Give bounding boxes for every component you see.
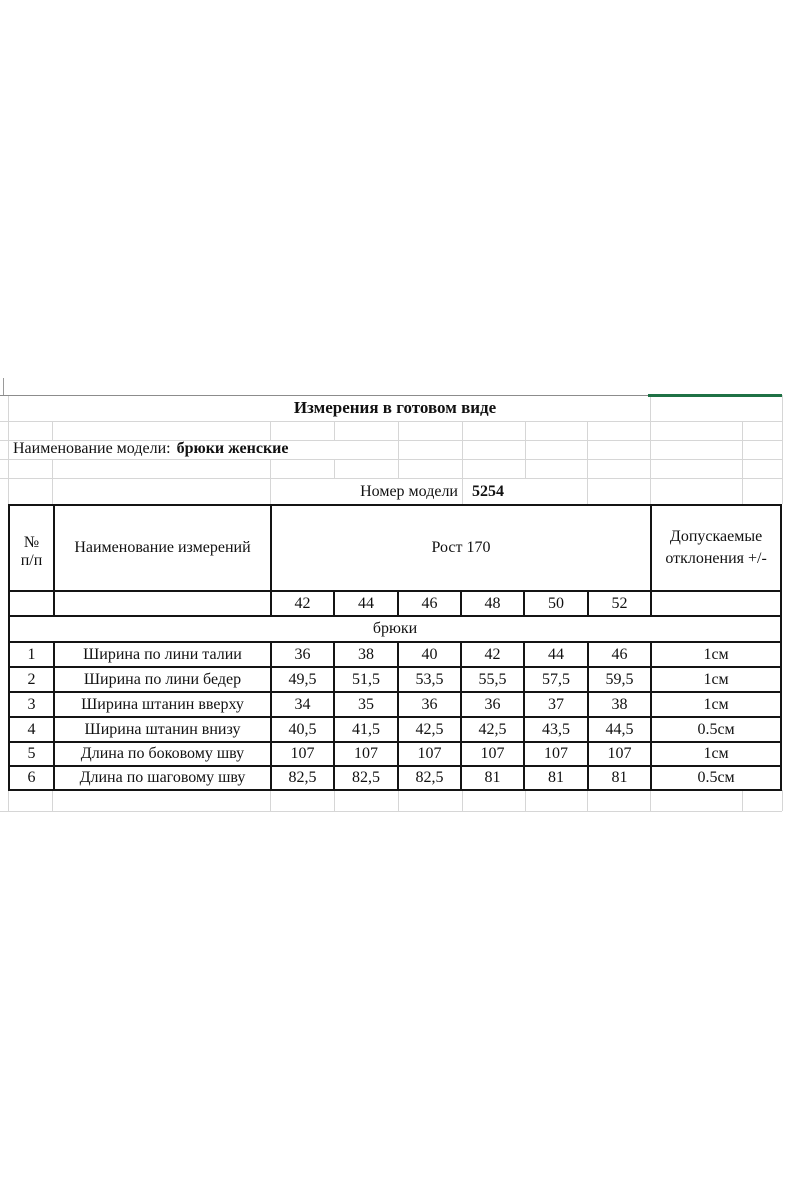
value-cell[interactable]: 53,5 <box>398 667 461 692</box>
size-row-empty-cell[interactable] <box>54 591 271 616</box>
gridline <box>52 459 53 478</box>
gridline <box>587 790 588 811</box>
size-row-empty-cell[interactable] <box>9 591 54 616</box>
row-number-cell[interactable]: 5 <box>9 742 54 766</box>
gridline <box>8 421 9 440</box>
gridline <box>782 459 783 478</box>
value-cell[interactable]: 44,5 <box>588 717 651 742</box>
tolerance-header-line1: Допускаемые <box>669 528 763 545</box>
model-name-label: Наименование модели: <box>13 440 171 457</box>
header-cell-tolerance[interactable] <box>651 505 781 591</box>
size-cell[interactable]: 48 <box>461 591 524 616</box>
tolerance-cell[interactable]: 1см <box>651 692 781 717</box>
gridline <box>742 421 743 440</box>
gridline <box>462 421 463 440</box>
measurement-name-cell[interactable]: Ширина по лини бедер <box>54 667 271 692</box>
measurements-table <box>8 504 782 791</box>
gridline <box>8 478 9 504</box>
gridline <box>587 478 588 504</box>
measurement-name-cell[interactable]: Длина по боковому шву <box>54 742 271 766</box>
gridline <box>0 811 782 812</box>
gridline <box>52 421 53 440</box>
value-cell[interactable]: 37 <box>524 692 588 717</box>
gridline <box>52 478 53 504</box>
value-cell[interactable]: 40 <box>398 642 461 667</box>
value-cell[interactable]: 42,5 <box>461 717 524 742</box>
value-cell[interactable]: 82,5 <box>398 766 461 790</box>
section-cell[interactable]: брюки <box>9 616 781 642</box>
gridline <box>398 459 399 478</box>
gridline <box>525 790 526 811</box>
size-cell[interactable]: 52 <box>588 591 651 616</box>
value-cell[interactable]: 107 <box>461 742 524 766</box>
measurement-name-cell[interactable]: Ширина штанин вверху <box>54 692 271 717</box>
tolerance-cell[interactable]: 1см <box>651 742 781 766</box>
row-number-cell[interactable]: 3 <box>9 692 54 717</box>
tolerance-cell[interactable]: 1см <box>651 667 781 692</box>
gridline <box>782 440 783 459</box>
row-number-cell[interactable]: 1 <box>9 642 54 667</box>
gridline <box>398 790 399 811</box>
value-cell[interactable]: 81 <box>588 766 651 790</box>
table-row <box>9 642 781 667</box>
gridline <box>650 790 651 811</box>
gridline <box>782 478 783 504</box>
header-no-symbol: № <box>23 534 40 551</box>
gridline <box>587 459 588 478</box>
gridline <box>462 459 463 478</box>
table-header-row <box>9 505 781 591</box>
gridline <box>334 790 335 811</box>
gridline <box>334 459 335 478</box>
value-cell[interactable]: 107 <box>271 742 334 766</box>
value-cell[interactable]: 51,5 <box>334 667 398 692</box>
table-row <box>9 717 781 742</box>
model-name-value: брюки женские <box>176 440 289 457</box>
size-row-empty-cell[interactable] <box>651 591 781 616</box>
model-number-value-cell[interactable]: 5254 <box>472 483 504 500</box>
gridline <box>52 790 53 811</box>
header-cell-measurement-name[interactable]: Наименование измерений <box>54 505 271 591</box>
gridline <box>0 421 782 422</box>
tolerance-cell[interactable]: 1см <box>651 642 781 667</box>
gridline <box>270 790 271 811</box>
value-cell[interactable]: 41,5 <box>334 717 398 742</box>
gridline <box>782 790 783 811</box>
value-cell[interactable]: 40,5 <box>271 717 334 742</box>
value-cell[interactable]: 107 <box>588 742 651 766</box>
measurement-name-cell[interactable]: Длина по шаговому шву <box>54 766 271 790</box>
header-cell-number[interactable] <box>9 505 54 591</box>
value-cell[interactable]: 36 <box>461 692 524 717</box>
model-number-label-cell[interactable]: Номер модели <box>360 483 458 500</box>
tolerance-cell[interactable]: 0.5см <box>651 717 781 742</box>
header-no-sub: п/п <box>20 552 43 569</box>
value-cell[interactable]: 55,5 <box>461 667 524 692</box>
sheet-title-cell[interactable]: Измерения в готовом виде <box>293 398 497 417</box>
gridline <box>270 459 271 478</box>
table-sizes-row <box>9 591 781 616</box>
measurement-name-cell[interactable]: Ширина штанин внизу <box>54 717 271 742</box>
gridline <box>8 440 9 459</box>
tolerance-header-line2: отклонения +/- <box>665 550 767 567</box>
gridline <box>742 478 743 504</box>
value-cell[interactable]: 42 <box>461 642 524 667</box>
gridline <box>398 421 399 440</box>
value-cell[interactable]: 43,5 <box>524 717 588 742</box>
gridline <box>462 478 463 504</box>
measurement-name-cell[interactable]: Ширина по лини талии <box>54 642 271 667</box>
table-row <box>9 667 781 692</box>
gridline <box>650 478 651 504</box>
gridline <box>525 459 526 478</box>
gridline <box>270 421 271 440</box>
gridline <box>462 790 463 811</box>
row-number-cell[interactable]: 4 <box>9 717 54 742</box>
tolerance-cell[interactable]: 0.5см <box>651 766 781 790</box>
value-cell[interactable]: 35 <box>334 692 398 717</box>
row-number-cell[interactable]: 2 <box>9 667 54 692</box>
gridline <box>525 421 526 440</box>
gridline <box>742 459 743 478</box>
table-row <box>9 692 781 717</box>
value-cell[interactable]: 82,5 <box>271 766 334 790</box>
value-cell[interactable]: 42,5 <box>398 717 461 742</box>
table-section-row <box>9 616 781 642</box>
value-cell[interactable]: 81 <box>524 766 588 790</box>
table-row <box>9 742 781 766</box>
value-cell[interactable]: 36 <box>398 692 461 717</box>
gridline <box>334 421 335 440</box>
model-name-cell[interactable] <box>13 439 533 459</box>
value-cell[interactable]: 44 <box>524 642 588 667</box>
gridline <box>8 459 9 478</box>
value-cell[interactable]: 59,5 <box>588 667 651 692</box>
value-cell[interactable]: 38 <box>588 692 651 717</box>
header-cell-height-group[interactable]: Рост 170 <box>271 505 651 591</box>
value-cell[interactable]: 107 <box>524 742 588 766</box>
value-cell[interactable]: 34 <box>271 692 334 717</box>
gridline <box>8 790 9 811</box>
row-number-cell[interactable]: 6 <box>9 766 54 790</box>
gridline <box>742 790 743 811</box>
gridline <box>587 421 588 440</box>
value-cell[interactable]: 82,5 <box>334 766 398 790</box>
value-cell[interactable]: 36 <box>271 642 334 667</box>
value-cell[interactable]: 46 <box>588 642 651 667</box>
size-cell[interactable]: 42 <box>271 591 334 616</box>
gridline <box>650 421 651 440</box>
value-cell[interactable]: 38 <box>334 642 398 667</box>
size-cell[interactable]: 44 <box>334 591 398 616</box>
table-row <box>9 766 781 790</box>
size-cell[interactable]: 50 <box>524 591 588 616</box>
gridline-stub <box>3 378 4 395</box>
gridline <box>742 440 743 459</box>
gridline <box>650 459 651 478</box>
value-cell[interactable]: 107 <box>334 742 398 766</box>
value-cell[interactable]: 81 <box>461 766 524 790</box>
gridline <box>587 440 588 459</box>
gridline <box>650 440 651 459</box>
value-cell[interactable]: 49,5 <box>271 667 334 692</box>
size-cell[interactable]: 46 <box>398 591 461 616</box>
value-cell[interactable]: 57,5 <box>524 667 588 692</box>
value-cell[interactable]: 107 <box>398 742 461 766</box>
gridline <box>782 421 783 440</box>
gridline <box>0 459 782 460</box>
